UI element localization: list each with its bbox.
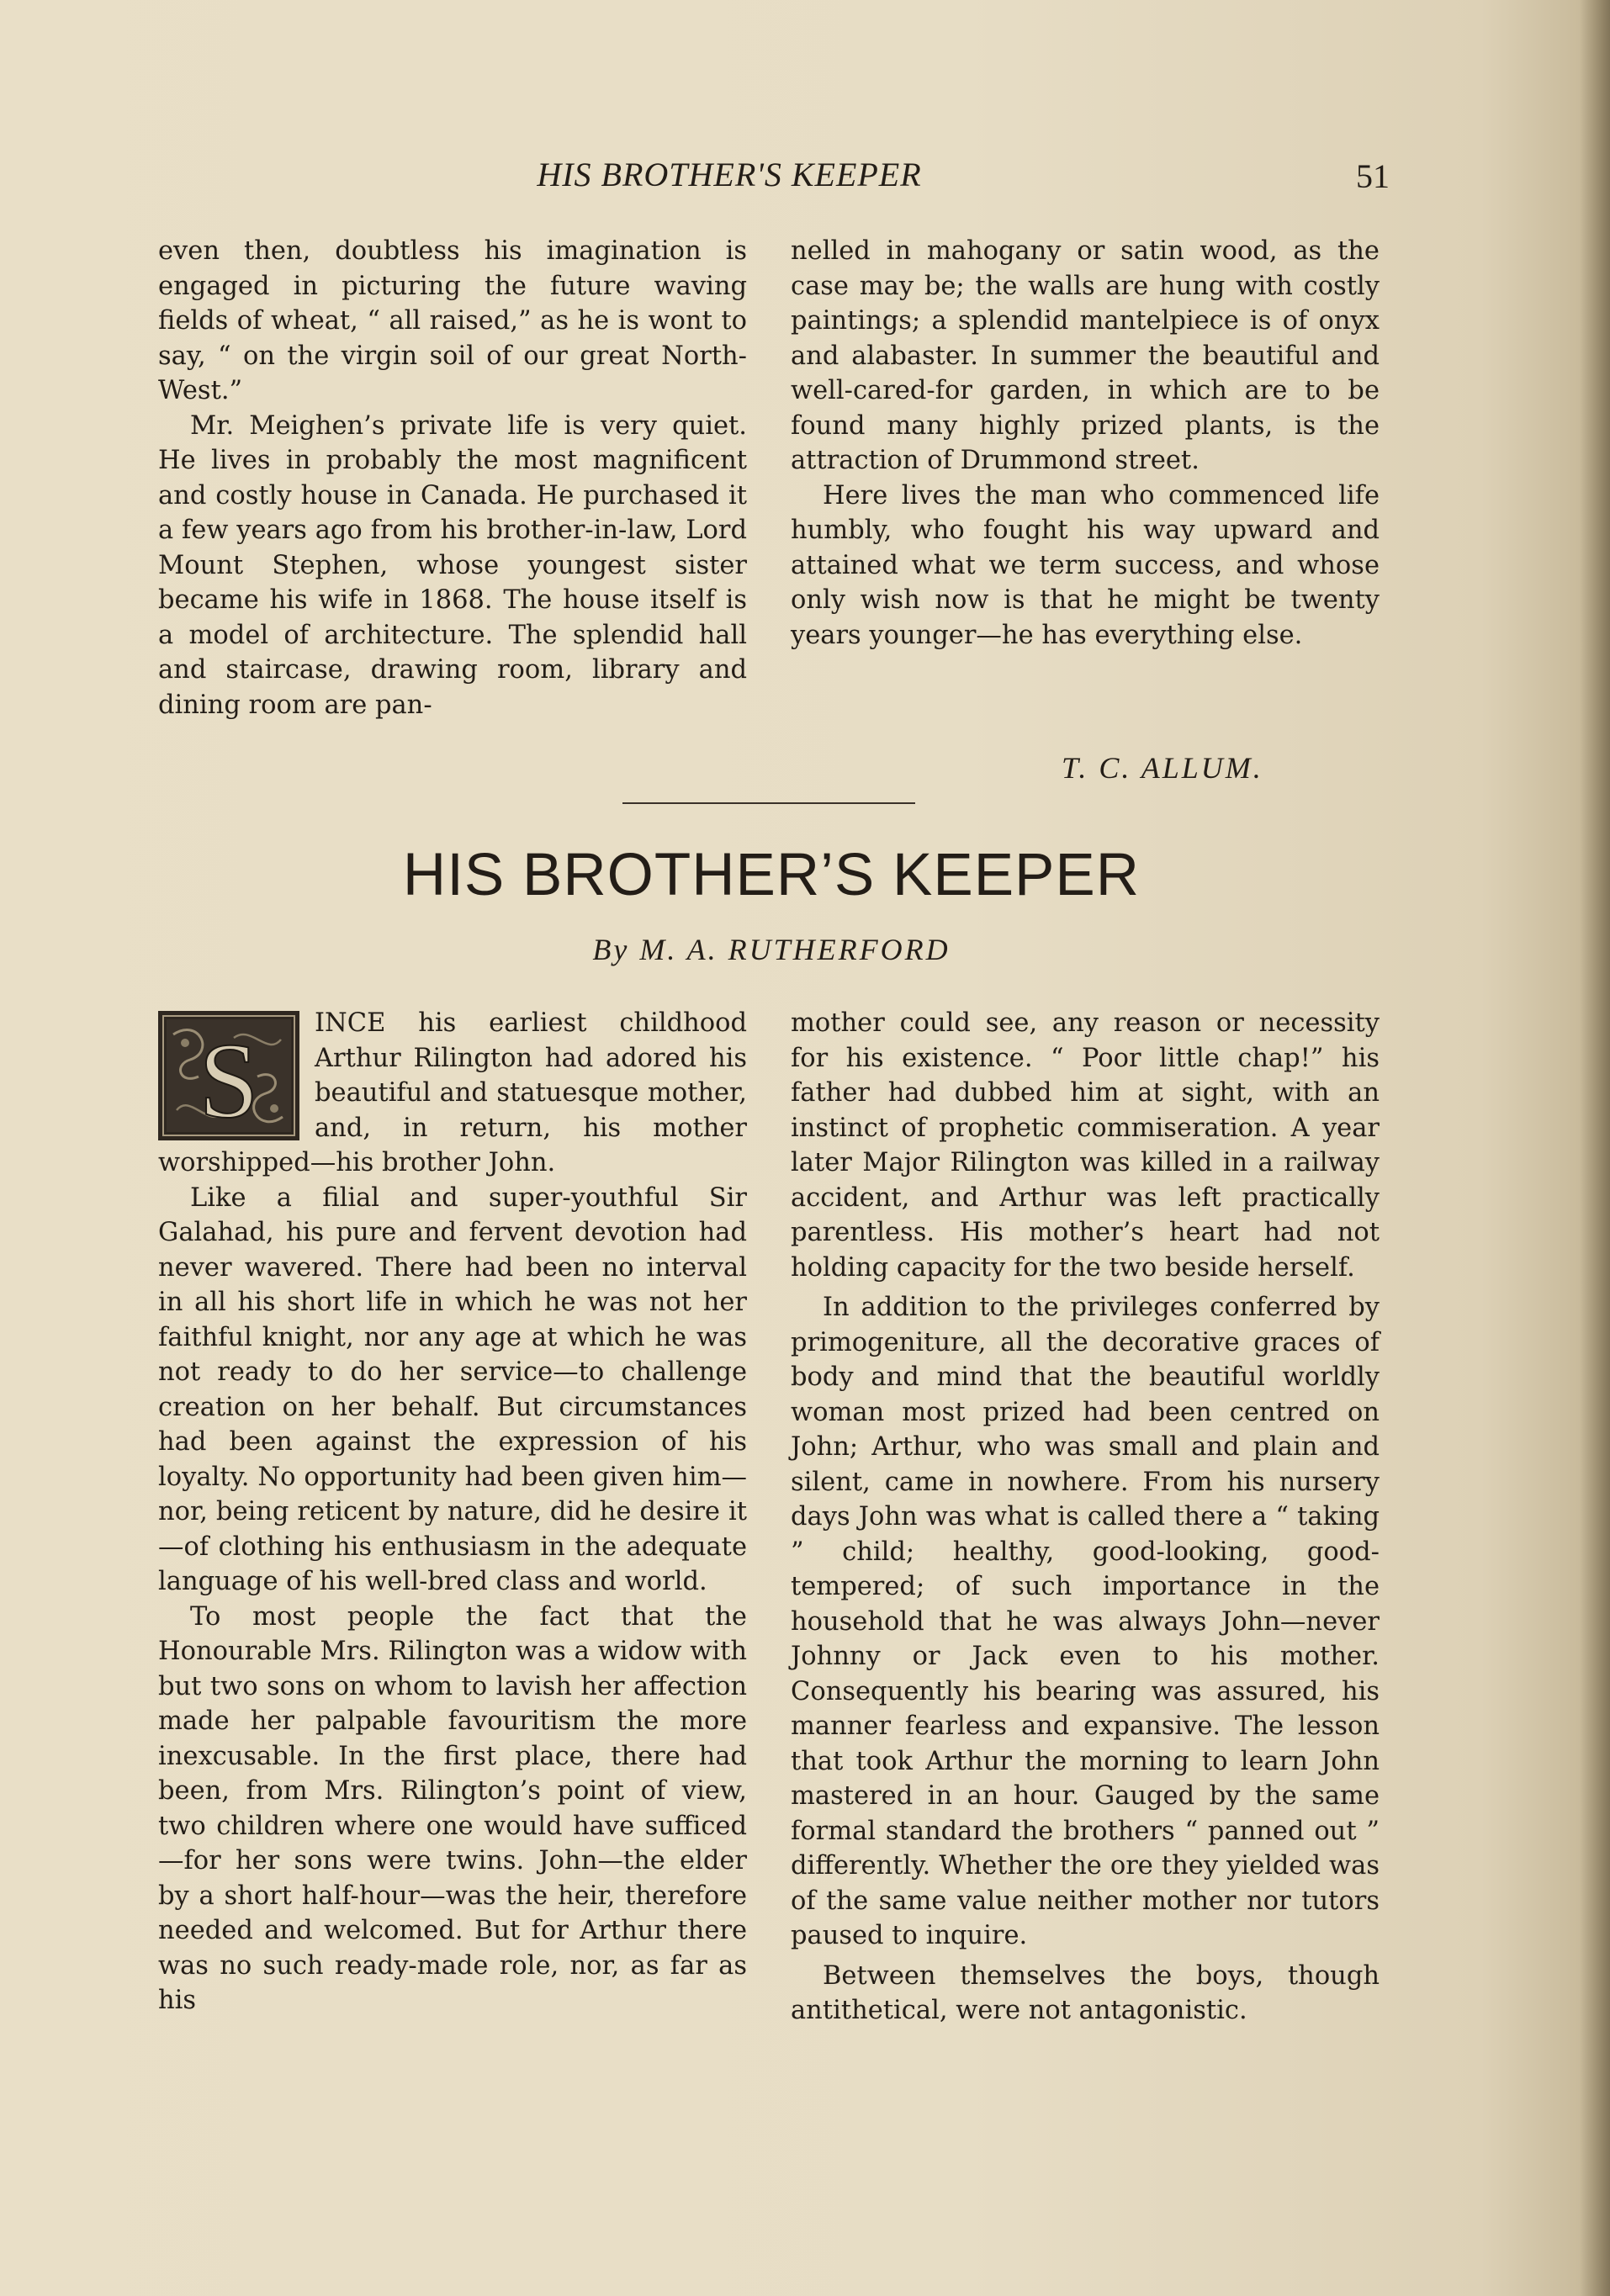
article-byline: By M. A. RUTHERFORD	[592, 933, 951, 966]
dropcap	[156, 1009, 301, 1142]
page-edge-shadow	[1580, 0, 1610, 2296]
paragraph: nelled in mahogany or satin wood, as the case may be; the walls are hung with costly paintings; a splendid mantelpiece is of onyx and alabaster. In summer the beautiful and well-cared-for garden, in which are to be found many highly prized plants, is the attraction of Drummond street.	[791, 236, 1380, 475]
paragraph: Mr. Meighen’s private life is very quiet. He lives in probably the most magnificent and costly house in Canada. He purchased it a few years ago from his brother-in-law, Lord Mount Stephen, whose youngest sister became his wife in 1868. The house itself is a model of architecture. The splendid hall and staircase, drawing room, library and dining room are pan-	[158, 410, 747, 720]
article-column-right	[791, 1006, 1380, 2029]
running-head: HIS BROTHER'S KEEPER	[537, 156, 922, 193]
page-number: 51	[1356, 157, 1390, 195]
ornamental-dropcap-icon	[156, 1009, 301, 1142]
paragraph: In addition to the privileges conferred by primogeniture, all the decorative graces of body and mind that the beautiful worldly woman most prized had been centred on John; Arthur, who was small and plain and silent, came in nowhere. From his nursery days John was what is called there a “ taking ” child; healthy, good-looking, good-tempered; of such importance in the household that he was always John—never Johnny or Jack even to his mother. Consequently his bearing was assured, his manner fearless and expansive. The lesson that took Arthur the morning to learn John mastered in an hour. Gauged by the same formal standard the brothers “ panned out ” differently. Whether the ore they yielded was of the same value neither mother nor tutors paused to inquire.	[791, 1293, 1380, 1950]
svg-text:S: S	[199, 1021, 259, 1140]
paragraph: INCE his earliest childhood Arthur Rilington had adored his beautiful and statuesque mother, and, in return, his mother worshipped—his brother John.	[158, 1008, 747, 1177]
author-signature: T. C. ALLUM.	[1062, 751, 1263, 785]
article-title: HIS BROTHER’S KEEPER	[402, 842, 1141, 908]
paragraph: Here lives the man who commenced life humbly, who fought his way upward and attained what we term success, and whose only wish now is that he might be twenty years younger—he has everything else.	[791, 480, 1380, 650]
article-column-left	[158, 1006, 747, 2018]
paragraph: To most people the fact that the Honourable Mrs. Rilington was a widow with but two sons on whom to lavish her affection made her palpable favouritism the more inexcusable. In the first place, there had been, from Mrs. Rilington’s point of view, two children where one would have sufficed —for her sons were twins. John—the elder by a short half-hour—was the heir, therefore needed and welcomed. But for Arthur there was no such ready-made role, nor, as far as his	[158, 1601, 747, 2015]
paragraph: Like a filial and super-youthful Sir Galahad, his pure and fervent devotion had never wavered. There had been no interval in all his short life in which he was not her faithful knight, nor any age at which he was not ready to do her service—to challenge creation on her behalf. But circumstances had been against the expression of his loyalty. No opportunity had been given him—nor, being reticent by nature, did he desire it—of clothing his enthusiasm in the adequate language of his well-bred class and world.	[158, 1182, 747, 1596]
prev-article-column-right	[791, 234, 1380, 653]
paragraph: even then, doubtless his imagination is engaged in picturing the future waving fields of wheat, “ all raised,” as he is wont to say, “ on the virgin soil of our great North-West.”	[158, 236, 747, 405]
paragraph: Between themselves the boys, though antithetical, were not antagonistic.	[791, 1960, 1380, 2025]
paragraph: mother could see, any reason or necessity for his existence. “ Poor little chap!” his father had dubbed him at sight, with an instinct of prophetic commiseration. A year later Major Rilington was killed in a railway accident, and Arthur was left practically parentless. His mother’s heart had not holding capacity for the two beside herself.	[791, 1008, 1380, 1283]
section-divider	[622, 802, 915, 804]
prev-article-column-left	[158, 234, 747, 722]
